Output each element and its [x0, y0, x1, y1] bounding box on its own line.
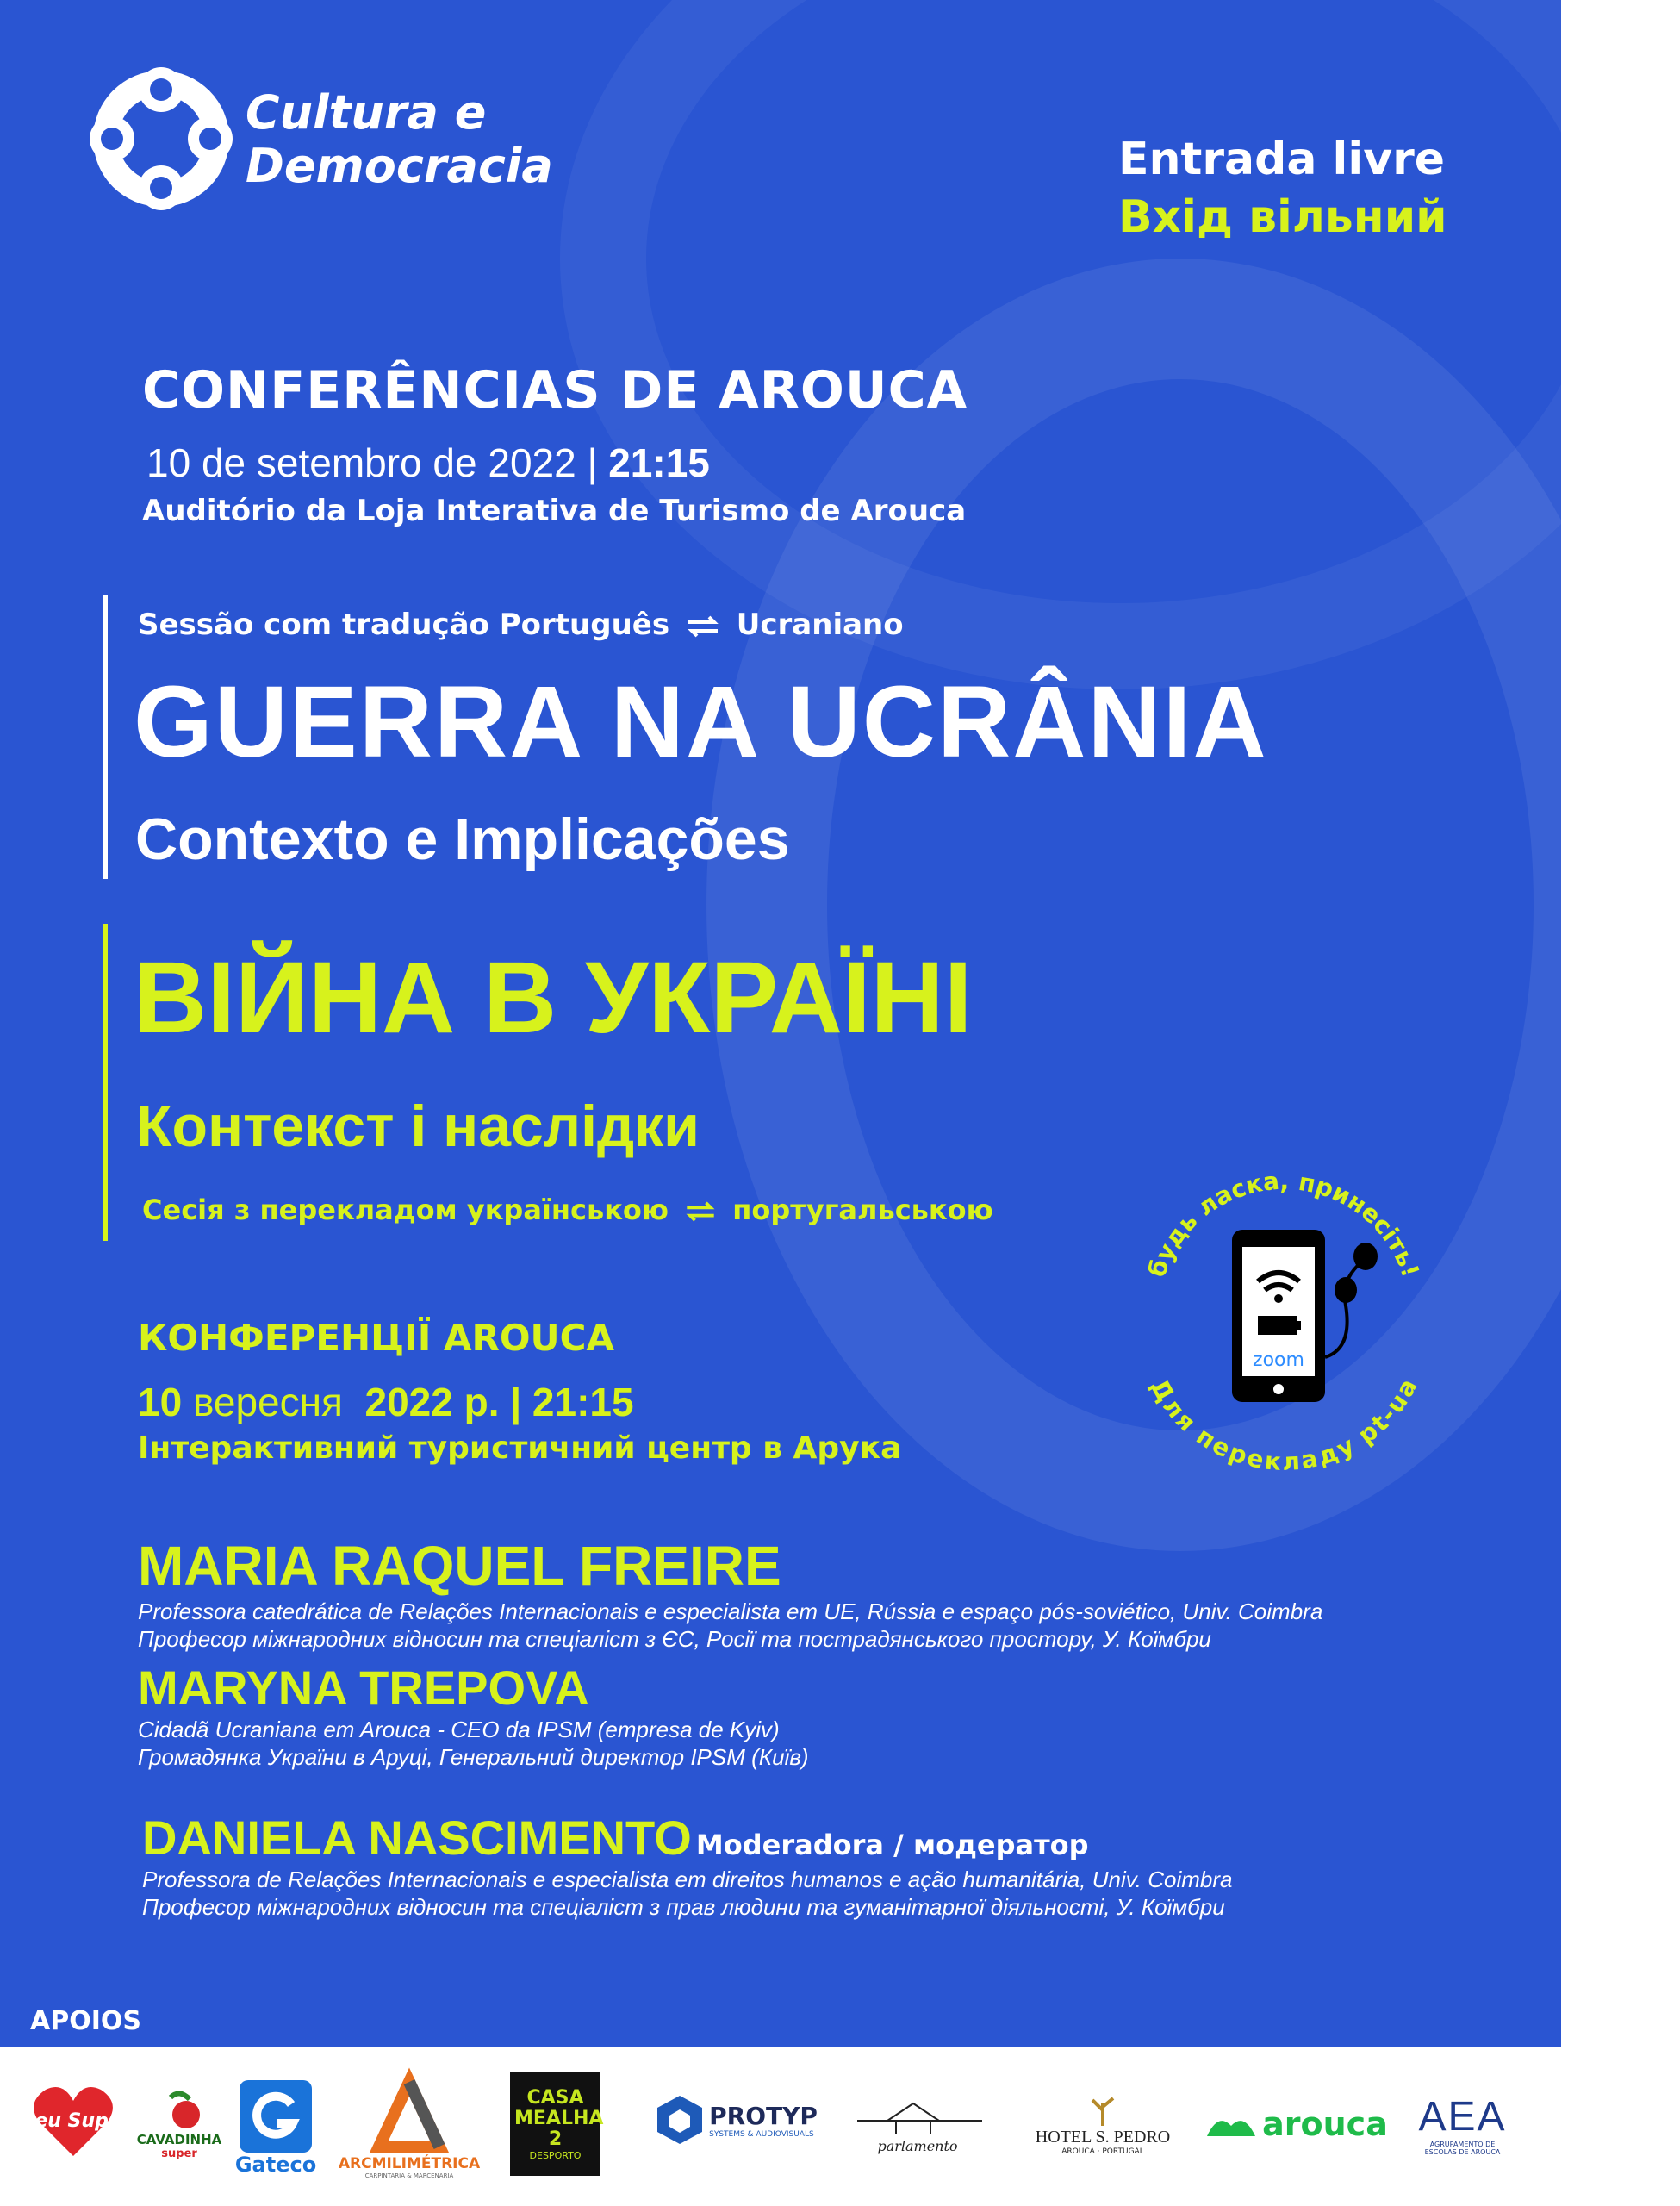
divider-bar	[103, 595, 108, 879]
speaker-role: Moderadora / модератор	[695, 1829, 1089, 1861]
speaker-desc-pt: Professora catedrática de Relações Internacionais e especialista em UE, Rússia e espaço pós-soviético, Univ. Coimbra	[138, 1598, 1323, 1624]
building-icon	[853, 2095, 982, 2138]
subtitle-pt: Contexto e Implicações	[135, 807, 790, 872]
sponsor-logo-aea	[1413, 2072, 1512, 2176]
main-title-pt: GUERRA NA UCRÂNIA	[134, 665, 1268, 779]
sponsor-logo-protyp	[650, 2085, 823, 2154]
sponsor-name: arouca	[1262, 2105, 1388, 2143]
zoom-badge-bottom-text: Для перекладу pt-ua	[1144, 1374, 1423, 1477]
speaker-name: MARIA RAQUEL FREIRE	[138, 1535, 781, 1597]
session-translation-pt	[138, 608, 904, 642]
tree-icon	[1086, 2093, 1120, 2128]
sponsor-name: AEA	[1418, 2093, 1507, 2140]
conference-title-ua: КОНФЕРЕНЦІЇ AROUCA	[138, 1317, 614, 1359]
conference-place-ua: Інтерактивний туристичний центр в Арука	[138, 1430, 902, 1466]
date-pt: 10 de setembro de 2022 |	[146, 440, 598, 485]
session-ua-left: Сесія з перекладом українською	[142, 1193, 669, 1226]
speaker-desc-pt: Professora de Relações Internacionais e especialista em direitos humanos e ação humanitária, Univ. Coimbra	[142, 1866, 1233, 1892]
swap-arrows-icon	[685, 615, 721, 638]
zoom-badge-top-text: будь ласка, принесіть!	[1142, 1166, 1425, 1281]
triangle-icon	[375, 2078, 444, 2155]
sponsor-sub: AROUCA · PORTUGAL	[1061, 2147, 1144, 2156]
sponsor-logo-arcmilimetrica	[336, 2068, 482, 2189]
sponsor-sub: DESPORTO	[529, 2149, 582, 2161]
sponsor-name: PROTYP	[709, 2101, 818, 2130]
speaker-desc-ua: Професор міжнародних відносин та спеціаліст з прав людини та гуманітарної діяльності, У. Коїмбри	[142, 1894, 1225, 1920]
sponsors-bar	[0, 2047, 1561, 2206]
conference-date-ua	[138, 1379, 634, 1425]
brand-line1: Cultura e	[246, 85, 487, 140]
year-time-ua: 2022 р. | 21:15	[364, 1380, 634, 1424]
main-title-ua: ВІЙНА В УКРАЇНІ	[134, 941, 973, 1055]
cube-icon	[656, 2094, 704, 2146]
month-ua: вересня	[192, 1380, 343, 1424]
time-pt: 21:15	[608, 440, 710, 485]
sponsor-logo-cavadinha	[128, 2077, 231, 2172]
sponsor-sub: AGRUPAMENTO DE ESCOLAS DE AROUCA	[1424, 2140, 1501, 2156]
speaker-name: DANIELA NASCIMENTO	[142, 1810, 692, 1865]
speaker-desc-pt: Cidadã Ucraniana em Arouca - CEO da IPSM (empresa de Kyiv)	[138, 1717, 780, 1742]
phone-icon	[1232, 1230, 1325, 1402]
sponsor-name: HOTEL S. PEDRO	[1035, 2127, 1171, 2147]
conference-title-pt: CONFERÊNCIAS DE AROUCA	[142, 360, 968, 421]
cultura-democracia-logo-icon	[93, 71, 229, 207]
earphones-icon	[1325, 1243, 1378, 1357]
subtitle-ua: Контекст і наслідки	[136, 1094, 700, 1159]
sponsor-logo-casa-mealha	[510, 2072, 604, 2176]
sponsor-sub: SYSTEMS & AUDIOVISUALS	[709, 2129, 814, 2139]
divider-bar	[103, 924, 108, 1241]
fruit-icon	[153, 2089, 205, 2132]
session-pt-left: Sessão com tradução Português	[138, 608, 670, 642]
day-ua: 10	[138, 1380, 183, 1424]
speaker-desc-ua: Громадянка України в Аруці, Генеральний директор IPSM (Київ)	[138, 1744, 809, 1770]
sponsor-logo-hotel-s-pedro	[1034, 2077, 1172, 2172]
session-ua-right: португальською	[732, 1193, 993, 1226]
sponsor-name: ARCMILIMÉTRICA	[338, 2155, 481, 2172]
heart-icon	[16, 2077, 131, 2163]
speaker	[138, 1660, 809, 1771]
svg-text:Meu Super: Meu Super	[16, 2110, 131, 2132]
conference-place-pt: Auditório da Loja Interativa de Turismo de Arouca	[142, 494, 967, 528]
session-pt-right: Ucraniano	[736, 608, 904, 642]
hills-icon	[1205, 2109, 1257, 2140]
sponsor-name: CASA MEALHA 2	[514, 2086, 604, 2150]
sponsor-name: parlamento	[877, 2137, 958, 2154]
sponsor-logo-gateco	[234, 2072, 317, 2184]
session-translation-ua	[142, 1193, 993, 1226]
sponsor-name: Gateco	[234, 2153, 317, 2177]
conference-date-pt	[146, 439, 710, 486]
sponsor-name: CAVADINHA	[136, 2131, 222, 2147]
speaker-name: MARYNA TREPOVA	[138, 1661, 589, 1715]
entry-free-pt: Entrada livre	[1118, 134, 1446, 185]
zoom-app-label: zoom	[1253, 1349, 1304, 1371]
sponsors-label: APOIOS	[30, 2006, 141, 2036]
entry-free-ua: Вхід вільний	[1118, 191, 1447, 243]
speaker	[142, 1810, 1233, 1921]
zoom-badge	[1120, 1150, 1447, 1478]
sponsor-sub: CARPINTARIA & MARCENARIA	[364, 2172, 454, 2179]
brand-line2: Democracia	[246, 139, 553, 193]
sponsor-logo-parlamento	[849, 2081, 986, 2167]
sponsor-sub: super	[161, 2147, 197, 2160]
sponsor-logo-meu-super	[16, 2072, 131, 2167]
sponsor-logo-arouca	[1198, 2094, 1396, 2154]
speaker	[138, 1534, 1322, 1653]
gateco-g-icon	[240, 2080, 312, 2153]
brand-name	[246, 86, 553, 193]
speaker-desc-ua: Професор міжнародних відносин та спеціаліст з ЄС, Росії та пострадянського простору, У. Коїмбри	[138, 1626, 1211, 1652]
swap-arrows-icon	[683, 1201, 718, 1222]
